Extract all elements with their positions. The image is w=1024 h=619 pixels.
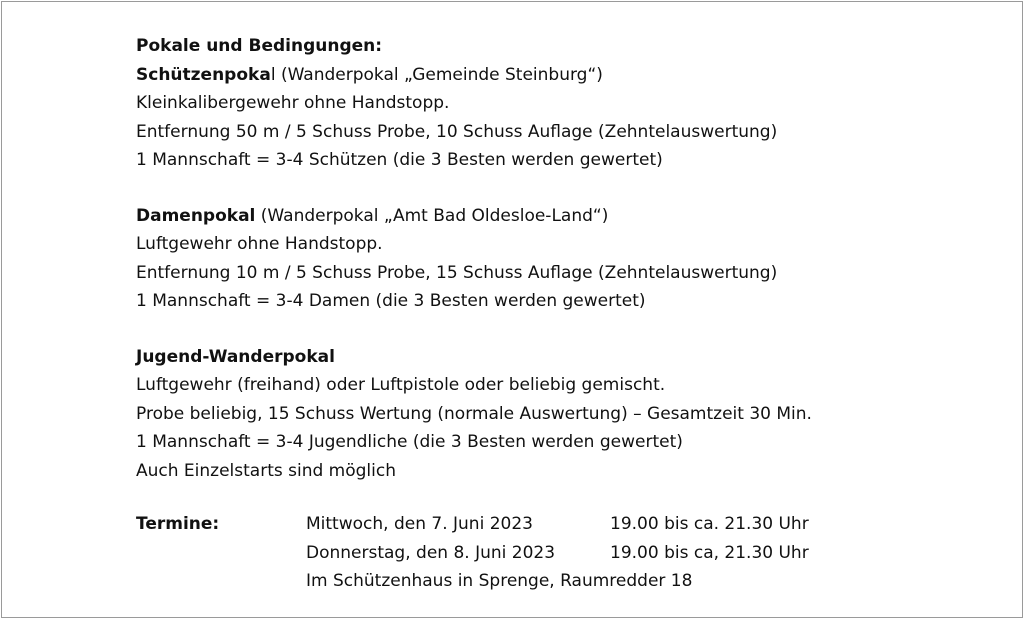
- termine-location: Im Schützenhaus in Sprenge, Raumredder 18: [306, 571, 693, 591]
- section3-title: Jugend-Wanderpokal: [136, 346, 335, 367]
- termine-time: 19.00 bis ca, 21.30 Uhr: [610, 542, 809, 563]
- section3-line: Probe beliebig, 15 Schuss Wertung (normale Auswertung) – Gesamtzeit 30 Min.: [136, 403, 812, 424]
- termine-row: [136, 539, 996, 568]
- termine-date: Donnerstag, den 8. Juni 2023: [306, 542, 556, 563]
- spacer: [136, 316, 996, 343]
- termine-time: 19.00 bis ca. 21.30 Uhr: [610, 514, 809, 534]
- section1-line: 1 Mannschaft = 3-4 Schützen (die 3 Besten werden gewertet): [136, 150, 663, 170]
- section2-line: Luftgewehr ohne Handstopp.: [136, 234, 383, 254]
- section1-title-rest: l (Wanderpokal „Gemeinde Steinburg“): [270, 64, 603, 85]
- termine-section: [136, 510, 996, 596]
- section3-line: Auch Einzelstarts sind möglich: [136, 460, 396, 481]
- section1-line: Entfernung 50 m / 5 Schuss Probe, 10 Schuss Auflage (Zehntelauswertung): [136, 121, 778, 142]
- section3-line: Luftgewehr (freihand) oder Luftpistole oder beliebig gemischt.: [136, 375, 666, 395]
- section2-title-rest: (Wanderpokal „Amt Bad Oldesloe-Land“): [255, 205, 609, 226]
- section1-title: [136, 61, 996, 90]
- document-page: [1, 1, 1023, 618]
- section2-title: [136, 202, 996, 231]
- termine-date: Mittwoch, den 7. Juni 2023: [306, 514, 533, 534]
- heading: Pokale und Bedingungen:: [136, 36, 383, 56]
- conditions-section: [136, 32, 996, 485]
- section2-line: 1 Mannschaft = 3-4 Damen (die 3 Besten werden gewertet): [136, 291, 646, 311]
- section2-line: Entfernung 10 m / 5 Schuss Probe, 15 Schuss Auflage (Zehntelauswertung): [136, 262, 778, 283]
- section3-line: 1 Mannschaft = 3-4 Jugendliche (die 3 Besten werden gewertet): [136, 432, 683, 452]
- section2-title-bold: Damenpokal: [136, 205, 256, 226]
- section1-line: Kleinkalibergewehr ohne Handstopp.: [136, 93, 450, 113]
- section1-title-bold: Schützenpoka: [136, 64, 271, 85]
- termine-row: [136, 510, 996, 539]
- termine-location-row: [136, 567, 996, 596]
- termine-label: Termine:: [136, 514, 220, 534]
- spacer: [136, 175, 996, 202]
